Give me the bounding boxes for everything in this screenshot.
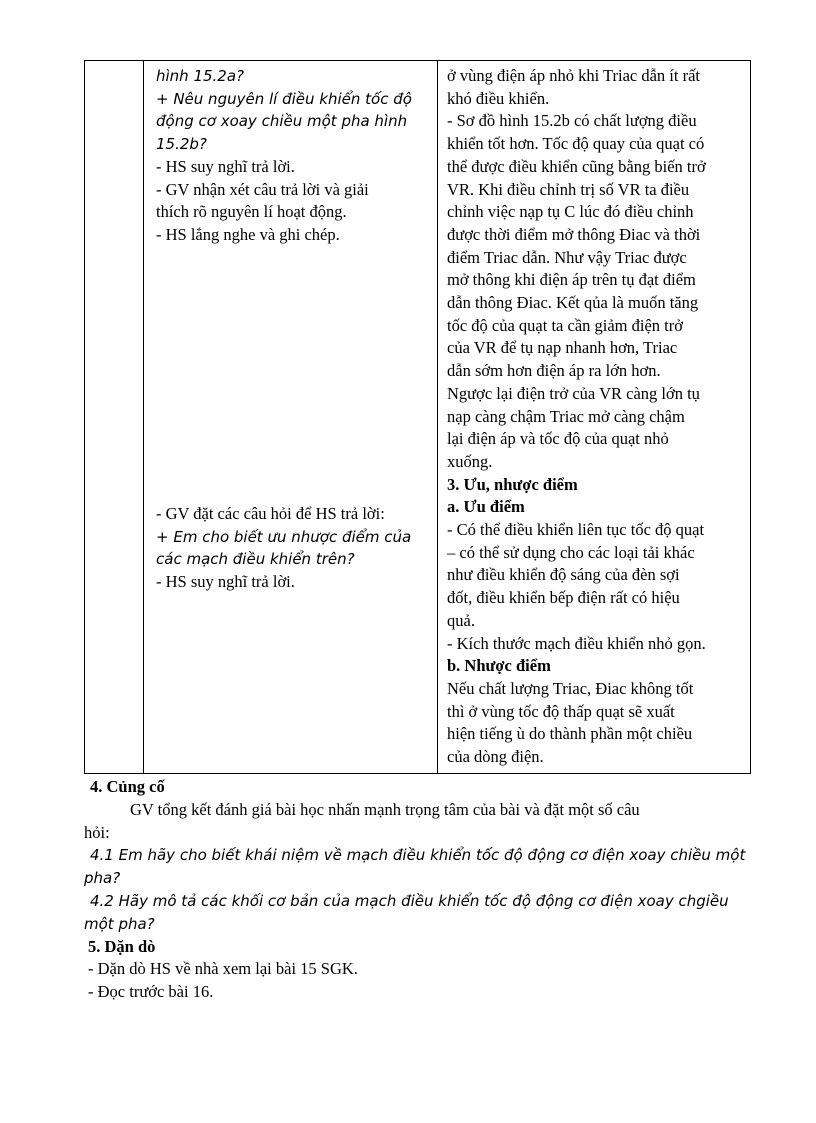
paragraph-line: 5. Dặn dò <box>88 936 156 956</box>
lesson-content-column <box>447 65 747 773</box>
content-line: tốc độ của quạt ta cần giảm điện trở <box>447 315 683 335</box>
content-line: nạp càng chậm Triac mở càng chậm <box>447 406 685 426</box>
content-line: chỉnh việc nạp tụ C lúc đó điều chỉnh <box>447 202 694 222</box>
paragraph-line: 4.2 Hãy mô tả các khối cơ bản của mạch điều khiển tốc độ động cơ điện xoay chgiều <box>90 891 729 910</box>
content-line: - Sơ đồ hình 15.2b có chất lượng điều <box>447 111 697 131</box>
paragraph-line: một pha? <box>84 914 155 933</box>
content-line: khó điều khiển. <box>447 88 550 108</box>
activity-line: - HS lắng nghe và ghi chép. <box>156 224 340 244</box>
content-line: - Kích thước mạch điều khiển nhỏ gọn. <box>447 633 706 653</box>
content-line: a. Ưu điểm <box>447 497 525 517</box>
paragraph-line: 4.1 Em hãy cho biết khái niệm về mạch điều khiển tốc độ động cơ điện xoay chiều một <box>90 846 746 865</box>
content-line: Nếu chất lượng Triac, Điac không tốt <box>447 678 694 698</box>
activity-line: + Nêu nguyên lí điều khiển tốc độ <box>156 89 412 108</box>
activity-line: + Em cho biết ưu nhược điểm của <box>156 527 412 546</box>
paragraph-line: pha? <box>84 869 121 888</box>
activity-line: 15.2b? <box>156 135 207 154</box>
activity-line: động cơ xoay chiều một pha hình <box>156 112 408 131</box>
activity-line: hình 15.2a? <box>156 67 245 85</box>
activity-line: thích rõ nguyên lí hoạt động. <box>156 202 347 222</box>
column-divider-2 <box>437 61 438 773</box>
content-line: của dòng điện. <box>447 747 544 767</box>
paragraph-line: GV tổng kết đánh giá bài học nhấn mạnh trọng tâm của bài và đặt một số câu <box>130 799 640 819</box>
content-line: quả. <box>447 610 475 630</box>
paragraph-line: 4. Củng cố <box>90 777 165 796</box>
content-line: dẫn thông Điac. Kết qủa là muốn tăng <box>447 293 699 313</box>
content-line: lại điện áp và tốc độ của quạt nhỏ <box>447 429 669 449</box>
activity-line: các mạch điều khiển trên? <box>156 550 355 569</box>
content-line: hiện tiếng ù do thành phần một chiều <box>447 724 693 744</box>
content-line: như điều khiển độ sáng của đèn sợi <box>447 565 680 585</box>
content-line: điểm Triac dẫn. Như vậy Triac được <box>447 247 687 267</box>
teacher-student-activities-bottom <box>156 503 431 773</box>
column-divider-1 <box>143 61 144 773</box>
content-line: thể được điều khiển cũng bằng biến trở <box>447 156 706 176</box>
activity-line: - HS suy nghĩ trả lời. <box>156 156 295 176</box>
post-table-section <box>84 776 764 1004</box>
content-line: khiển tốt hơn. Tốc độ quay của quạt có <box>447 134 705 154</box>
content-line: của VR để tụ nạp nhanh hơn, Triac <box>447 338 678 358</box>
paragraph-line: - Đọc trước bài 16. <box>88 982 214 1002</box>
content-line: dẫn sớm hơn điện áp ra lớn hơn. <box>447 361 661 381</box>
content-line: VR. Khi điều chỉnh trị số VR ta điều <box>447 179 690 199</box>
content-line: b. Nhược điểm <box>447 656 551 676</box>
content-line: - Có thể điều khiển liên tục tốc độ quạt <box>447 520 705 540</box>
content-line: thì ở vùng tốc độ thấp quạt sẽ xuất <box>447 701 675 721</box>
content-line: xuống. <box>447 451 493 471</box>
paragraph-line: hỏi: <box>84 822 110 842</box>
content-line: – có thể sử dụng cho các loại tải khác <box>447 542 695 562</box>
activity-line: - GV nhận xét câu trả lời và giải <box>156 179 369 199</box>
activity-line: - HS suy nghĩ trả lời. <box>156 572 295 592</box>
content-line: mở thông khi điện áp trên tụ đạt điểm <box>447 270 696 290</box>
lesson-table <box>84 60 751 774</box>
content-line: ở vùng điện áp nhỏ khi Triac dẫn ít rất <box>447 66 700 85</box>
activity-line: - GV đặt các câu hỏi để HS trả lời: <box>156 504 385 523</box>
content-line: đốt, điều khiển bếp điện rất có hiệu <box>447 588 680 608</box>
content-line: Ngược lại điện trở của VR càng lớn tụ <box>447 383 700 403</box>
content-line: được thời điểm mở thông Điac và thời <box>447 224 701 244</box>
paragraph-line: - Dặn dò HS về nhà xem lại bài 15 SGK. <box>88 959 358 979</box>
content-line: 3. Ưu, nhược điểm <box>447 474 578 494</box>
